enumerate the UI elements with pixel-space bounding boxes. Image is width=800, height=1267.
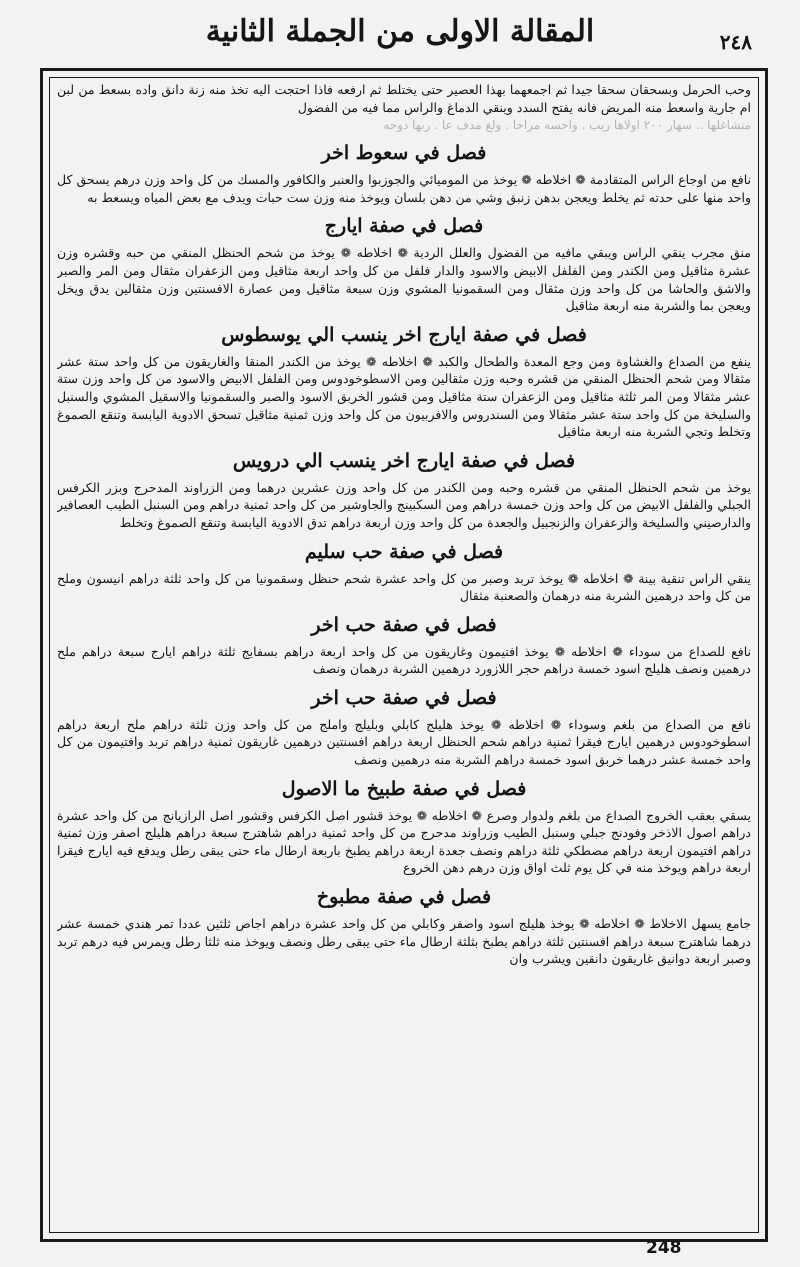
bleed-through-text: منشاغلها .. سهار ٢٠٠ اولاها ريب . واحسه مراحا . ولغ مدف عا . ربها دوحه bbox=[383, 118, 751, 133]
section-title-habb-akhar-1: فصل في صفة حب اخر bbox=[311, 613, 497, 636]
section-title-tabikh-usul: فصل في صفة طبيخ ما الاصول bbox=[281, 777, 527, 800]
section-title-iyarij-yustus: فصل في صفة ايارج اخر ينسب الي يوسطوس bbox=[221, 323, 587, 346]
section-body-matbukh: جامع يسهل الاخلاط ❁ اخلاطه ❁ يوخذ هليلج اسود واصفر وكابلي من كل واحد عشرة دراهم اجاص ثلثين عددا تمر هندي خمسة عشر درهما شاهترج سبعة دراهم افسنتين ثلثة دراهم يطبخ بثلثة ارطال ماء حتى يبقى رطل ونصف ويوخذ منه ثلثا رطل ويمرس فيه درهم تربد وصبر اربعة دوانيق غاريقون دانقين ويشرب وان bbox=[57, 916, 751, 967]
section-title-matbukh: فصل في صفة مطبوخ bbox=[316, 886, 492, 909]
section-body-iyarij: منق مجرب ينقي الراس ويبقي مافيه من الفضول والعلل الردية ❁ اخلاطه ❁ يوخذ من شحم الحنظل المنقي من حبه وقشره وزن عشرة مثاقيل ومن الكندر ومن الفلفل الابيض والاسود والدار فلفل من كل واحد اربعة مثاقيل ومن الزعفران مثقال ومن المر والصبر والاشق والحاشا من كل واحد وزن مثقال ومن السقمونيا المشوي وزن سبعة مثاقيل ومن عصارة الافسنتين وزن مثقالين يدق ويخل ويعجن بما والشربة منه اربعة مثاقيل bbox=[57, 245, 751, 314]
section-title-habb-salim: فصل في صفة حب سليم bbox=[304, 540, 504, 563]
page-header-title: المقالة الاولى من الجملة الثانية bbox=[205, 14, 595, 49]
section-body-saoot: نافع من اوجاع الراس المتقادمة ❁ اخلاطه ❁ يوخذ من الموميائي والجوزبوا والعنبر والكافور والمسك من كل واحد وزن درهم يسحق كل واحد منها على حدته ثم يخلط ويعجن بدهن زنبق وشي من دهن بلسان ويوخذ منه وزن ست حبات ويدف مع بعض المياه ويسعط به bbox=[57, 172, 751, 205]
section-title-saoot: فصل في سعوط اخر bbox=[321, 142, 487, 165]
running-head bbox=[30, 8, 770, 62]
section-body-tabikh-usul: يسقي بعقب الخروج الصداع من بلغم ولدوار وصرع ❁ اخلاطه ❁ يوخذ قشور اصل الكرفس وقشور اصل الرازيانج من كل واحد عشرة دراهم اصول الاذخر وفودنج جبلي وسنبل الطيب وزراوند مدحرج من كل واحد ثمنية دراهم شاهترج سبعة دراهم هليلج اصفر وزن ثمنية دراهم افتيمون اربعة دراهم مصطكي ثلثة دراهم ونصف جعدة اربعة دراهم يطبخ باربعة ارطال ماء حتى يبقى رطل ويدفع فيه ايارج فيقرا اربعة دراهم ويوخذ منه في كل يوم ثلث اواق وزن درهم دهن الخروع bbox=[57, 807, 751, 876]
section-body-habb-akhar-2: نافع من الصداع من بلغم وسوداء ❁ اخلاطه ❁ يوخذ هليلج كابلي وبليلج واملج من كل واحد وزن ثلثة دراهم ملح اربعة دراهم اسطوخودوس درهمين ايارج فيقرا ثمنية دراهم شحم الحنظل اربعة دراهم افسنتين درهمين غاريقون ثمنية دراهم تربد وافتيمون من كل واحد خمسة عشر درهما خربق اسود خمسة دراهم الشربة منه درهمين ونصف bbox=[57, 716, 751, 768]
intro-paragraph: وحب الحرمل وبسحقان سحقا جيدا ثم اجمعهما بهذا العصير حتى يختلط ثم ارفعه فاذا احتجت اليه تخذ منه زنة دانق واده بسعط من لبن ام جارية واسعط منه المريض فانه يفتح السدد وينقي الدماغ والراس مما فيه من الفضول bbox=[57, 82, 751, 115]
page-body bbox=[57, 81, 751, 1229]
page-number-arabic: ٢٤٨ bbox=[719, 30, 752, 54]
section-body-habb-salim: ينقي الراس تنقية بينة ❁ اخلاطه ❁ يوخذ تربد وصبر من كل واحد عشرة شحم حنظل وسقمونيا من كل واحد ثلثة دراهم انيسون وملح من كل واحد درهمين الشربة منه درهمان والصعنبة مثقال bbox=[57, 570, 751, 604]
section-title-habb-akhar-2: فصل في صفة حب اخر bbox=[311, 686, 497, 709]
section-title-iyarij: فصل في صفة ايارج bbox=[324, 215, 484, 238]
section-body-iyarij-darwis: يوخذ من شحم الحنظل المنقي من قشره وحبه ومن الكندر من كل واحد وزن عشرين درهما ومن الزراوند المدحرج وبزر الكرفس الجبلي والفلفل الابيض من كل واحد وزن خمسة دراهم ومن السكبينج والجاوشير من كل واحد ثمنية دراهم ومن السنبل الطيب العصافير والدارصيني والسليخة والزعفران والزنجبيل والجعدة من كل واحد وزن اربعة دراهم تدق الادوية اليابسة وتنقع الصموغ وتخلط bbox=[57, 479, 751, 530]
section-body-iyarij-yustus: ينفع من الصداع والغشاوة ومن وجع المعدة والطحال والكبد ❁ اخلاطه ❁ يوخذ من الكندر المنقا والغاريقون من كل واحد ستة عشر مثقالا ومن شحم الحنظل المنقي من قشره وحبه وزن مثقالين ومن الاسطوخودوس ومن الفلفل الابيض والاسود من كل واحد وزن ستة عشر مثقالا ومن المر ثلثة مثاقيل ومن الزعفران ستة مثاقيل ومن قشور الخربق الاسود والصبر والسقمونيا والاسقيل المشوي والسنبل والسليخة من كل واحد ستة عشر مثقالا ومن السندروس والافربيون من كل واحد وزن ثمنية مثاقيل تسحق الادوية اليابسة وتنقع الصموغ وتخلط وتجي الشربة منه اربعة مثاقيل bbox=[57, 353, 751, 440]
section-title-iyarij-darwis: فصل في صفة ايارج اخر ينسب الي درويس bbox=[232, 449, 576, 472]
section-body-habb-akhar-1: نافع للصداع من سوداء ❁ اخلاطه ❁ يوخذ افتيمون وغاريقون من كل واحد اربعة دراهم بسفايج ثلثة دراهم ايارج سبعة دراهم ملح درهمين ونصف هليلج اسود خمسة دراهم حجر اللازورد درهمين الشربة درهمان ونصف bbox=[57, 643, 751, 677]
text-frame bbox=[40, 68, 768, 1242]
folio-number: 248 bbox=[646, 1238, 682, 1258]
